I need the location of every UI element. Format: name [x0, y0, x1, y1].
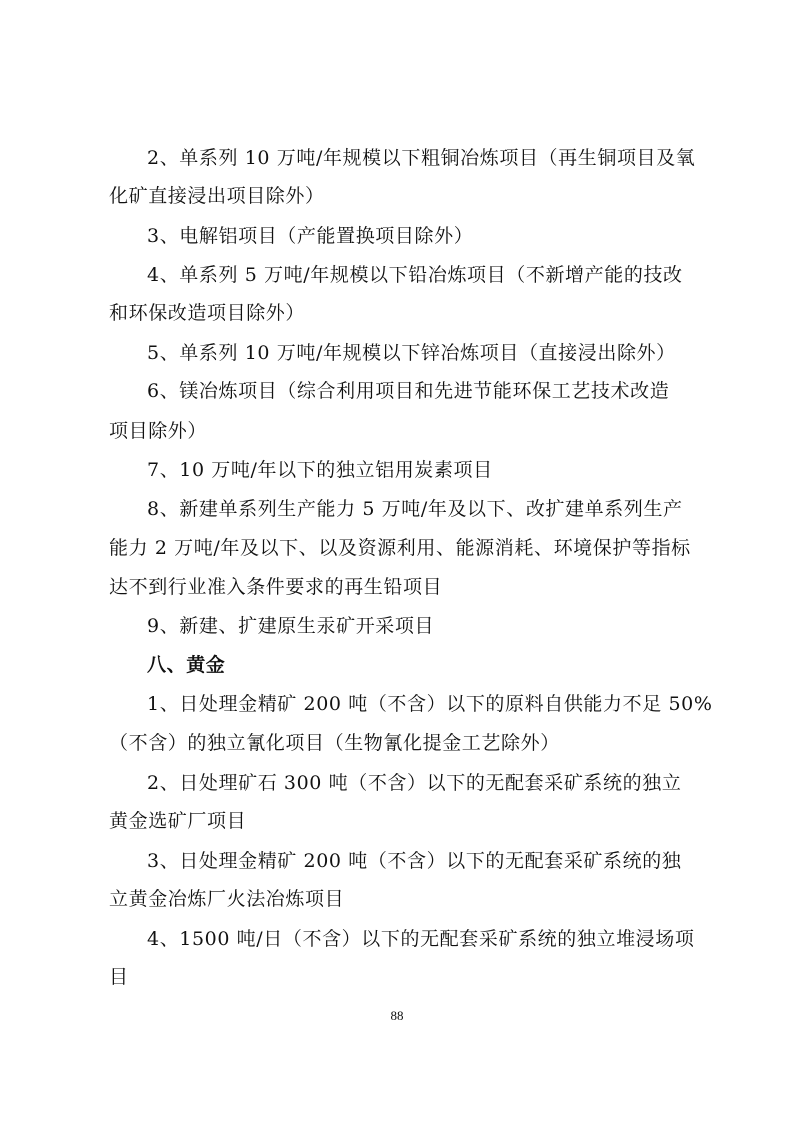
- item-8-line-3: 达不到行业准入条件要求的再生铅项目: [109, 576, 443, 598]
- item-8-line-1: 8、新建单系列生产能力 5 万吨/年及以下、改扩建单系列生产: [147, 498, 683, 520]
- gold-item-2-line-1: 2、日处理矿石 300 吨（不含）以下的无配套采矿系统的独立: [147, 772, 682, 794]
- gold-item-4-line-2: 目: [109, 966, 129, 988]
- gold-item-3-line-2: 立黄金冶炼厂火法冶炼项目: [109, 888, 345, 910]
- item-4-line-2: 和环保改造项目除外）: [109, 302, 306, 324]
- gold-item-2-line-2: 黄金选矿厂项目: [109, 810, 247, 832]
- item-2-line-1: 2、单系列 10 万吨/年规模以下粗铜冶炼项目（再生铜项目及氧: [147, 147, 696, 169]
- item-5-line-1: 5、单系列 10 万吨/年规模以下锌冶炼项目（直接浸出除外）: [147, 342, 676, 364]
- item-6-line-2: 项目除外）: [109, 420, 208, 442]
- item-4-line-1: 4、单系列 5 万吨/年规模以下铅冶炼项目（不新增产能的技改: [147, 264, 683, 286]
- item-7-line-1: 7、10 万吨/年以下的独立铝用炭素项目: [147, 459, 493, 481]
- gold-item-4-line-1: 4、1500 吨/日（不含）以下的无配套采矿系统的独立堆浸场项: [147, 928, 695, 950]
- item-3-line-1: 3、电解铝项目（产能置换项目除外）: [147, 225, 474, 247]
- item-6-line-1: 6、镁冶炼项目（综合利用项目和先进节能环保工艺技术改造: [147, 380, 670, 402]
- item-9-line-1: 9、新建、扩建原生汞矿开采项目: [147, 615, 435, 637]
- page-number: 88: [390, 1008, 404, 1023]
- item-2-line-2: 化矿直接浸出项目除外）: [109, 185, 325, 207]
- gold-item-1-line-1: 1、日处理金精矿 200 吨（不含）以下的原料自供能力不足 50%: [147, 693, 713, 715]
- gold-item-1-line-2: （不含）的独立氰化项目（生物氰化提金工艺除外）: [109, 732, 560, 754]
- gold-item-3-line-1: 3、日处理金精矿 200 吨（不含）以下的无配套采矿系统的独: [147, 850, 682, 872]
- section-heading: 八、黄金: [147, 654, 226, 676]
- item-8-line-2: 能力 2 万吨/年及以下、以及资源利用、能源消耗、环境保护等指标: [109, 537, 691, 559]
